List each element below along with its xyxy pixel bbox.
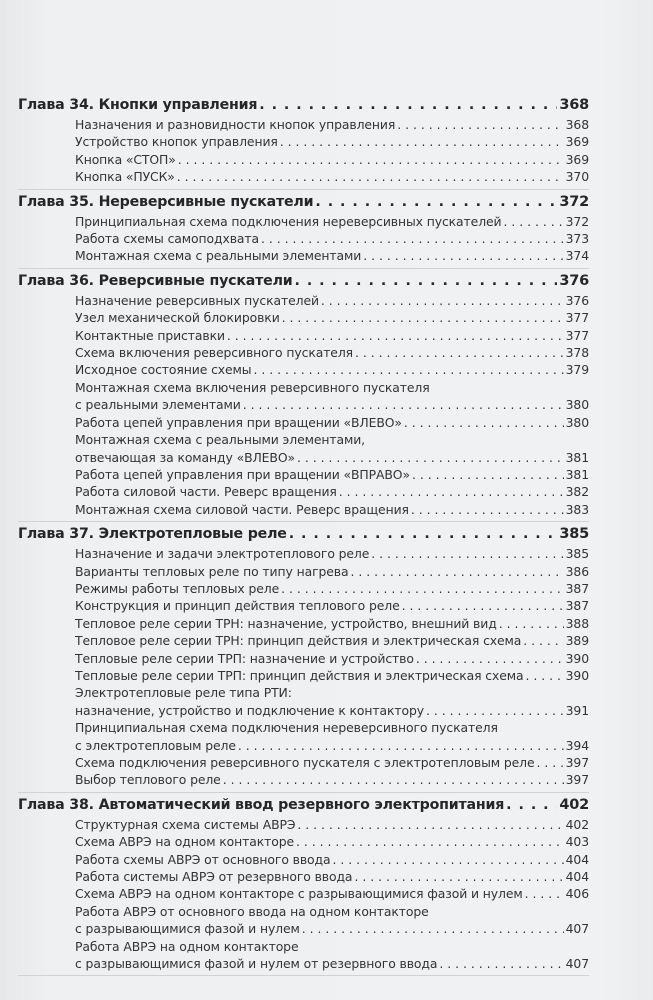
chapter-heading[interactable] <box>18 192 589 213</box>
toc-entry[interactable] <box>75 580 589 597</box>
dot-leader <box>296 833 564 850</box>
entry-title: Исходное состояние схемы <box>75 362 252 378</box>
entry-page-number: 372 <box>565 213 589 229</box>
toc-entry[interactable] <box>75 116 589 133</box>
dot-leader <box>282 309 564 326</box>
toc-entry[interactable] <box>75 833 589 850</box>
entry-page-number: 390 <box>565 650 589 666</box>
entry-title: Работа цепей управления при вращении «ВПРАВО» <box>75 466 410 482</box>
dot-leader <box>412 466 564 483</box>
entry-title: Устройство кнопок управления <box>75 134 278 150</box>
entry-title: с разрывающимися фазой и нулем от резервного ввода <box>75 956 438 972</box>
dot-leader <box>355 344 564 361</box>
entry-page-number: 404 <box>565 869 589 885</box>
entry-title: Схема подключения реверсивного пускателя с электротепловым реле <box>75 755 535 770</box>
chapter-heading[interactable] <box>18 524 589 545</box>
entry-page-number: 385 <box>565 546 589 562</box>
entry-title: Контактные приставки <box>75 327 225 343</box>
entry-title: Кнопка «ПУСК» <box>75 169 175 185</box>
dot-leader <box>297 816 563 833</box>
entry-title: Работа цепей управления при вращении «ВЛЕВО» <box>75 414 402 430</box>
chapter-block <box>18 95 589 190</box>
dot-leader <box>402 597 564 614</box>
entry-page-number: 397 <box>565 755 589 770</box>
entry-title: Назначение реверсивных пускателей <box>75 292 319 308</box>
toc-entry[interactable] <box>75 545 589 562</box>
entry-title: Режимы работы тепловых реле <box>75 580 280 596</box>
dot-leader <box>397 116 563 133</box>
dot-leader <box>280 133 564 150</box>
entry-title: Тепловые реле серии ТРП: принцип действия и электрическая схема <box>75 667 524 683</box>
entry-title: Выбор теплового реле <box>75 772 221 788</box>
dot-leader <box>506 795 557 816</box>
chapter-title: Глава 36. Реверсивные пускатели <box>18 272 293 289</box>
entry-page-number: 406 <box>565 886 589 902</box>
entry-page-number: 380 <box>565 397 589 413</box>
chapter-block <box>18 271 589 522</box>
toc-entry[interactable] <box>75 702 589 719</box>
entry-title-line: Работа АВРЭ на одном контакторе <box>75 938 299 954</box>
table-of-contents <box>18 94 589 978</box>
toc-entry[interactable] <box>75 851 589 868</box>
toc-entry[interactable] <box>75 667 589 684</box>
toc-entry[interactable] <box>75 466 589 483</box>
toc-entry[interactable] <box>75 327 589 344</box>
entry-title-line: Электротепловые реле типа РТИ: <box>75 685 292 701</box>
chapter-title: Глава 35. Нереверсивные пускатели <box>18 193 314 210</box>
entry-page-number: 388 <box>565 615 589 631</box>
toc-entry[interactable] <box>75 597 589 614</box>
dot-leader <box>295 271 558 292</box>
dot-leader <box>333 851 564 868</box>
entry-page-number: 404 <box>565 851 589 867</box>
entry-title: Тепловое реле серии ТРН: принцип действия и электрическая схема <box>75 633 522 649</box>
entry-title: Работа силовой части. Реверс вращения <box>75 484 337 500</box>
toc-entry[interactable] <box>75 168 589 185</box>
toc-entry[interactable] <box>75 213 589 230</box>
chapter-title: Глава 34. Кнопки управления <box>18 97 258 113</box>
toc-entry[interactable] <box>75 133 589 150</box>
chapter-page-number: 376 <box>559 272 589 289</box>
dot-leader <box>302 920 564 937</box>
entry-title: Работа системы АВРЭ от резервного ввода <box>75 869 353 885</box>
entry-title: Кнопка «СТОП» <box>75 151 176 167</box>
chapter-block <box>18 795 589 977</box>
dot-leader <box>416 650 564 667</box>
toc-entry[interactable] <box>75 816 589 833</box>
toc-entry[interactable] <box>75 955 589 972</box>
entry-title: Монтажная схема силовой части. Реверс вращения <box>75 501 409 517</box>
entry-title: назначение, устройство и подключение к контактору <box>75 702 425 718</box>
toc-entry[interactable] <box>75 292 589 309</box>
toc-entry[interactable] <box>75 920 589 937</box>
entry-page-number: 379 <box>565 362 589 378</box>
chapter-title: Глава 37. Электротепловые реле <box>18 526 287 543</box>
dot-leader <box>261 230 564 247</box>
chapter-page-number: 368 <box>559 97 589 113</box>
dot-leader <box>243 396 564 413</box>
entry-page-number: 402 <box>565 816 589 832</box>
toc-entry[interactable] <box>75 868 589 885</box>
entry-page-number: 373 <box>565 231 589 247</box>
entry-page-number: 403 <box>565 834 589 850</box>
entry-page-number: 381 <box>565 466 589 482</box>
entry-page-number: 382 <box>565 484 589 500</box>
entry-page-number: 383 <box>565 501 589 517</box>
chapter-page-number: 385 <box>559 526 589 543</box>
chapter-block <box>18 192 589 269</box>
dot-leader <box>363 247 563 264</box>
entry-title-line: Принципиальная схема подключения нереверсивного пускателя <box>75 720 498 736</box>
entry-title: Тепловое реле серии ТРН: назначение, устройство, внешний вид <box>75 615 497 631</box>
dot-leader <box>339 483 564 500</box>
dot-leader <box>404 414 564 431</box>
entry-page-number: 381 <box>565 449 589 465</box>
entry-title: Конструкция и принцип действия теплового реле <box>75 598 400 614</box>
dot-leader <box>536 754 563 771</box>
entry-page-number: 394 <box>565 737 589 753</box>
toc-entry[interactable] <box>75 885 589 902</box>
dot-leader <box>238 737 564 754</box>
dot-leader <box>525 885 564 902</box>
dot-leader <box>297 449 564 466</box>
toc-entry[interactable] <box>75 650 589 667</box>
dot-leader <box>253 361 563 378</box>
dot-leader <box>503 213 563 230</box>
entry-title: Назначения и разновидности кнопок управления <box>75 117 396 132</box>
toc-entry[interactable] <box>75 309 589 326</box>
dot-leader <box>259 95 557 116</box>
toc-entry[interactable] <box>75 615 589 632</box>
chapter-page-number: 372 <box>559 193 589 210</box>
toc-entry[interactable] <box>75 632 589 649</box>
entry-page-number: 407 <box>565 921 589 937</box>
entry-title-line: Монтажная схема с реальными элементами, <box>75 432 366 448</box>
entry-page-number: 377 <box>565 327 589 343</box>
entry-page-number: 407 <box>565 956 589 972</box>
entry-page-number: 374 <box>565 248 589 264</box>
dot-leader <box>178 151 564 168</box>
chapter-heading[interactable] <box>18 271 589 292</box>
dot-leader <box>411 501 564 518</box>
entry-title: Принципиальная схема подключения нереверсивных пускателей <box>75 213 502 229</box>
dot-leader <box>523 632 563 649</box>
toc-entry[interactable] <box>75 247 589 264</box>
toc-entry[interactable] <box>75 230 589 247</box>
entry-page-number: 369 <box>565 134 589 150</box>
entry-title: с реальными элементами <box>75 397 241 413</box>
entry-page-number: 389 <box>565 633 589 649</box>
entry-title-line: Работа АВРЭ от основного ввода на одном контакторе <box>75 903 429 919</box>
dot-leader <box>281 580 564 597</box>
entry-title: Работа схемы самоподхвата <box>75 231 259 247</box>
entry-page-number: 368 <box>565 117 589 132</box>
entry-page-number: 378 <box>565 345 589 361</box>
entry-title: отвечающая за команду «ВЛЕВО» <box>75 449 295 465</box>
toc-entry[interactable] <box>75 754 589 771</box>
entry-page-number: 386 <box>565 563 589 579</box>
toc-entry[interactable] <box>75 563 589 580</box>
entry-page-number: 376 <box>565 292 589 308</box>
entry-page-number: 390 <box>565 667 589 683</box>
toc-entry[interactable] <box>75 483 589 500</box>
dot-leader <box>321 292 564 309</box>
entry-title: Варианты тепловых реле по типу нагрева <box>75 563 349 579</box>
toc-entry[interactable] <box>75 151 589 168</box>
entry-page-number: 387 <box>565 580 589 596</box>
toc-entry[interactable] <box>75 344 589 361</box>
entry-title: Схема АВРЭ на одном контакторе <box>75 834 295 850</box>
dot-leader <box>525 667 563 684</box>
toc-entry[interactable] <box>75 771 589 788</box>
entry-page-number: 377 <box>565 310 589 326</box>
toc-entry[interactable] <box>75 361 589 378</box>
toc-entry[interactable] <box>75 449 589 466</box>
entry-title: Структурная схема системы АВРЭ <box>75 816 296 832</box>
dot-leader <box>499 615 564 632</box>
dot-leader <box>426 702 564 719</box>
entry-title: Назначение и задачи электротеплового реле <box>75 546 370 562</box>
entry-title: с разрывающимися фазой и нулем <box>75 921 300 937</box>
toc-entry[interactable] <box>75 414 589 431</box>
entry-title: Узел механической блокировки <box>75 310 280 326</box>
entry-title: Тепловые реле серии ТРП: назначение и устройство <box>75 650 414 666</box>
dot-leader <box>223 771 564 788</box>
dot-leader <box>315 192 557 213</box>
chapter-page-number: 402 <box>559 796 589 813</box>
entry-page-number: 369 <box>565 151 589 167</box>
toc-entry[interactable] <box>75 737 589 754</box>
entry-title: Работа схемы АВРЭ от основного ввода <box>75 851 331 867</box>
entry-page-number: 380 <box>565 414 589 430</box>
toc-entry[interactable] <box>75 501 589 518</box>
chapter-heading[interactable] <box>18 95 589 116</box>
entry-title: Схема АВРЭ на одном контакторе с разрывающимися фазой и нулем <box>75 886 523 902</box>
entry-title: Монтажная схема с реальными элементами <box>75 248 362 264</box>
dot-leader <box>177 168 564 185</box>
chapter-block <box>18 524 589 793</box>
dot-leader <box>439 955 563 972</box>
dot-leader <box>371 545 563 562</box>
entry-title: Схема включения реверсивного пускателя <box>75 345 354 361</box>
dot-leader <box>350 563 563 580</box>
dot-leader <box>354 868 563 885</box>
entry-page-number: 370 <box>565 169 589 185</box>
toc-entry[interactable] <box>75 396 589 413</box>
dot-leader <box>227 327 564 344</box>
entry-title-line: Монтажная схема включения реверсивного пускателя <box>75 379 430 395</box>
entry-title: с электротепловым реле <box>75 737 236 753</box>
entry-page-number: 397 <box>565 772 589 788</box>
dot-leader <box>289 524 558 545</box>
entry-page-number: 387 <box>565 598 589 614</box>
entry-page-number: 391 <box>565 702 589 718</box>
chapter-heading[interactable] <box>18 795 589 816</box>
chapter-title: Глава 38. Автоматический ввод резервного электропитания <box>18 796 505 813</box>
